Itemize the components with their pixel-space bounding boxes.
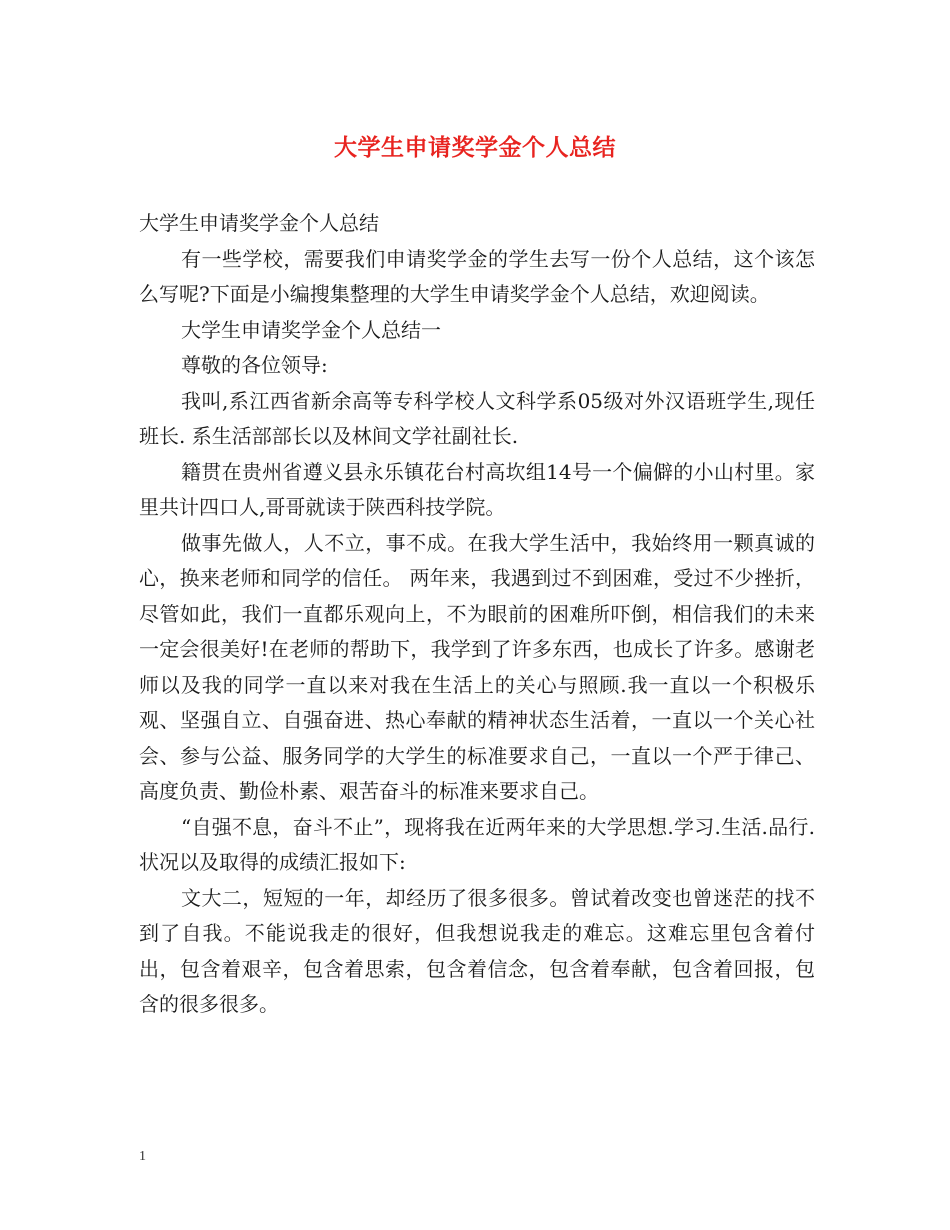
paragraph-second-year: 文大二，短短的一年，却经历了很多很多。曾试着改变也曾迷茫的找不到了自我。不能说我走的很好，但我想说我走的难忘。这难忘里包含着付出，包含着艰辛，包含着思索，包含着信念，包含着奉献，包含着回报，包含的很多很多。 <box>139 885 815 1016</box>
paragraph-hometown: 籍贯在贵州省遵义县永乐镇花台村高坎组14号一个偏僻的小山村里。家里共计四口人,哥哥就读于陕西科技学院。 <box>139 459 815 519</box>
paragraph-self-intro: 我叫,系江西省新余高等专科学校人文科学系05级对外汉语班学生,现任班长. 系生活部部长以及林间文学社副社长. <box>139 388 815 448</box>
paragraph-character: 做事先做人，人不立，事不成。在我大学生活中，我始终用一颗真诚的心，换来老师和同学的信任。 两年来，我遇到过不到困难，受过不少挫折，尽管如此，我们一直都乐观向上，不为眼前的困难所吓倒，相信我们的未来一定会很美好!在老师的帮助下，我学到了许多东西，也成长了许多。感谢老师以及我的同学一直以来对我在生活上的关心与照顾.我一直以一个积极乐观、坚强自立、自强奋进、热心奉献的精神状态生活着，一直以一个关心社会、参与公益、服务同学的大学生的标准要求自己，一直以一个严于律己、高度负责、勤俭朴素、艰苦奋斗的标准来要求自己。 <box>139 530 815 803</box>
page-number: 1 <box>139 1149 146 1164</box>
paragraph-intro: 有一些学校，需要我们申请奖学金的学生去写一份个人总结，这个该怎么写呢?下面是小编搜集整理的大学生申请奖学金个人总结，欢迎阅读。 <box>139 246 815 306</box>
paragraph-motto: “自强不息，奋斗不止”，现将我在近两年来的大学思想.学习.生活.品行.状况以及取得的成绩汇报如下: <box>139 814 815 874</box>
document-body <box>139 206 815 1023</box>
paragraph-salutation: 尊敬的各位领导: <box>181 353 328 377</box>
paragraph-section-title: 大学生申请奖学金个人总结一 <box>181 317 441 342</box>
document-title: 大学生申请奖学金个人总结 <box>334 134 616 161</box>
paragraph-heading: 大学生申请奖学金个人总结 <box>139 211 379 235</box>
